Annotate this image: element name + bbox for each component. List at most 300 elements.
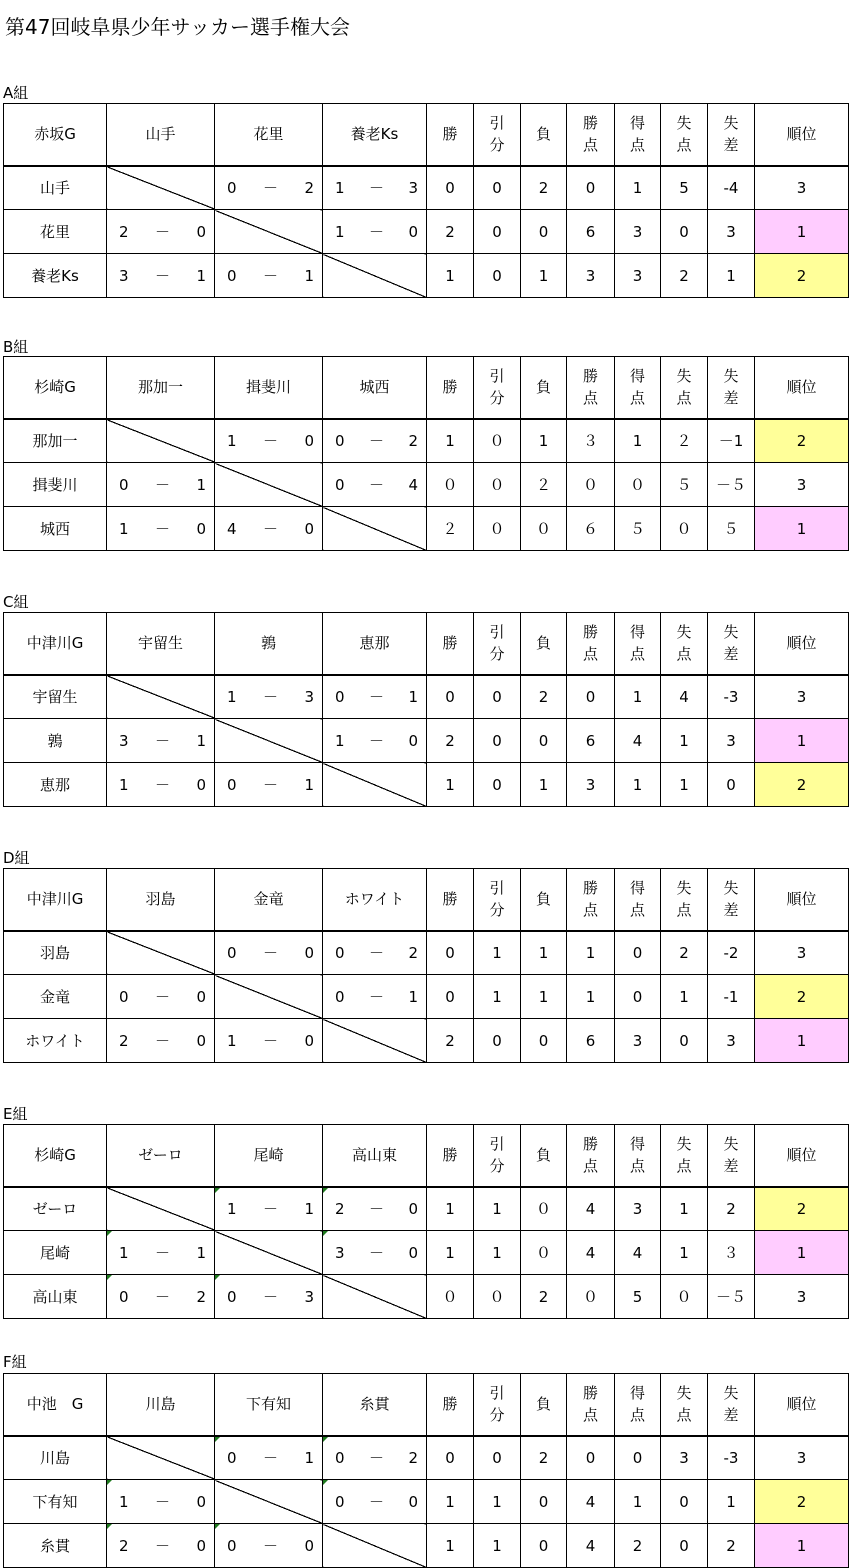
score-wrapper <box>323 475 426 495</box>
header-char: 点 <box>629 901 645 920</box>
score-home: 0 <box>227 943 237 962</box>
header-char: 差 <box>723 389 739 408</box>
header-ga <box>661 104 708 166</box>
stat-pts: 6 <box>567 719 615 763</box>
stat-d: 0 <box>474 210 521 254</box>
score-home: 0 <box>119 475 129 494</box>
group-table <box>3 103 849 298</box>
header-gf <box>615 357 661 419</box>
header-gf <box>615 1125 661 1187</box>
stat-d: 1 <box>474 1524 521 1568</box>
score-wrapper <box>323 943 426 963</box>
stat-ga: 3 <box>661 1436 708 1480</box>
stat-d: 1 <box>474 1187 521 1231</box>
score-wrapper <box>215 1536 322 1556</box>
score-wrapper <box>215 943 322 963</box>
score-away: 0 <box>196 987 206 1006</box>
header-char: 点 <box>676 645 692 664</box>
header-char: 点 <box>582 901 598 920</box>
score-away: 1 <box>304 266 314 285</box>
stat-ga: 0 <box>661 1480 708 1524</box>
diagonal-cell <box>215 1480 323 1524</box>
stat-ga: 1 <box>661 763 708 807</box>
score-home: 0 <box>335 475 345 494</box>
stat-l: ０ <box>521 507 567 551</box>
header-ga <box>661 869 708 931</box>
score-away: 0 <box>196 222 206 241</box>
score-dash: － <box>154 731 170 750</box>
stat-l: ０ <box>521 1187 567 1231</box>
team-name: 宇留生 <box>4 675 107 719</box>
stat-d: ０ <box>474 1275 521 1319</box>
score-wrapper <box>215 687 322 707</box>
header-char: 点 <box>629 1157 645 1176</box>
team-name: 羽島 <box>4 931 107 975</box>
rank-cell: 2 <box>755 1480 849 1524</box>
header-pts <box>567 1374 615 1436</box>
score-away: 1 <box>196 1243 206 1262</box>
header-d <box>474 357 521 419</box>
score-home: 0 <box>335 1448 345 1467</box>
team-name: 山手 <box>4 166 107 210</box>
team-name: 尾崎 <box>4 1231 107 1275</box>
score-home: 3 <box>119 731 129 750</box>
diagonal-cell <box>215 210 323 254</box>
stat-w: 1 <box>427 1187 474 1231</box>
header-char: 点 <box>676 1157 692 1176</box>
team-name: 高山東 <box>4 1275 107 1319</box>
header-char: 分 <box>489 1406 505 1425</box>
score-dash: － <box>262 1448 278 1467</box>
match-score <box>323 931 427 975</box>
team-header: 高山東 <box>323 1125 427 1187</box>
score-wrapper <box>323 987 426 1007</box>
stat-ga: 2 <box>661 254 708 298</box>
header-gd <box>708 357 755 419</box>
stat-gd: 3 <box>708 210 755 254</box>
rank-cell: 2 <box>755 975 849 1019</box>
diagonal-cell <box>323 1019 427 1063</box>
score-away: 0 <box>196 1536 206 1555</box>
stat-gf: 3 <box>615 1187 661 1231</box>
stat-ga: 0 <box>661 1019 708 1063</box>
stat-ga: 1 <box>661 975 708 1019</box>
stat-l: 2 <box>521 1275 567 1319</box>
score-wrapper <box>107 1243 214 1263</box>
team-name: 養老Ks <box>4 254 107 298</box>
stat-ga: 1 <box>661 1231 708 1275</box>
stat-gd: －1 <box>708 419 755 463</box>
score-dash: － <box>154 1031 170 1050</box>
stat-ga: ２ <box>661 419 708 463</box>
stat-gd: ５ <box>708 507 755 551</box>
team-header: 鶉 <box>215 613 323 675</box>
header-rank: 順位 <box>755 357 849 419</box>
team-header: 川島 <box>107 1374 215 1436</box>
header-w: 勝 <box>427 869 474 931</box>
team-header: 花里 <box>215 104 323 166</box>
header-char: 失 <box>676 623 692 642</box>
header-char: 分 <box>489 1157 505 1176</box>
stat-ga: 5 <box>661 166 708 210</box>
team-name: 鶉 <box>4 719 107 763</box>
team-header: 尾崎 <box>215 1125 323 1187</box>
header-w: 勝 <box>427 613 474 675</box>
match-score <box>323 1480 427 1524</box>
score-away: 1 <box>408 987 418 1006</box>
stat-l: 1 <box>521 419 567 463</box>
score-home: 2 <box>119 1536 129 1555</box>
header-char: 分 <box>489 389 505 408</box>
score-home: 0 <box>227 178 237 197</box>
stat-gd: -4 <box>708 166 755 210</box>
stat-w: 1 <box>427 1524 474 1568</box>
stat-gd: 2 <box>708 1187 755 1231</box>
score-dash: － <box>368 178 384 197</box>
header-rank: 順位 <box>755 1374 849 1436</box>
score-dash: － <box>154 775 170 794</box>
score-dash: － <box>368 687 384 706</box>
team-header: 揖斐川 <box>215 357 323 419</box>
match-score <box>107 975 215 1019</box>
group-table <box>3 356 849 551</box>
header-char: 点 <box>676 901 692 920</box>
stat-gd: －５ <box>708 463 755 507</box>
rank-cell: 1 <box>755 1019 849 1063</box>
stat-pts: ３ <box>567 419 615 463</box>
header-d <box>474 104 521 166</box>
score-home: 1 <box>335 222 345 241</box>
match-score <box>215 1187 323 1231</box>
stat-d: 0 <box>474 1019 521 1063</box>
score-away: 1 <box>408 687 418 706</box>
team-name: 城西 <box>4 507 107 551</box>
group-label: E組 <box>3 1105 28 1123</box>
match-score <box>323 1436 427 1480</box>
score-wrapper <box>215 519 322 539</box>
diagonal-cell <box>323 254 427 298</box>
header-char: 得 <box>629 879 645 898</box>
score-wrapper <box>107 1536 214 1556</box>
match-score <box>107 1231 215 1275</box>
stat-d: 1 <box>474 931 521 975</box>
group-table <box>3 868 849 1063</box>
rank-cell: 3 <box>755 1436 849 1480</box>
stat-pts: ０ <box>567 1275 615 1319</box>
header-gd <box>708 1125 755 1187</box>
score-home: 1 <box>227 431 237 450</box>
stat-ga: ０ <box>661 1275 708 1319</box>
stat-pts: 0 <box>567 166 615 210</box>
stat-d: 1 <box>474 975 521 1019</box>
header-char: 勝 <box>582 623 598 642</box>
score-wrapper <box>215 178 322 198</box>
team-name: ホワイト <box>4 1019 107 1063</box>
header-rank: 順位 <box>755 1125 849 1187</box>
header-gf <box>615 613 661 675</box>
header-char: 勝 <box>582 1135 598 1154</box>
header-gd <box>708 869 755 931</box>
stat-d: 0 <box>474 719 521 763</box>
stat-gf: 3 <box>615 1019 661 1063</box>
score-home: 1 <box>119 775 129 794</box>
score-wrapper <box>323 178 426 198</box>
stat-gf: 0 <box>615 975 661 1019</box>
stat-gf: 5 <box>615 1275 661 1319</box>
team-name: 金竜 <box>4 975 107 1019</box>
header-gf <box>615 104 661 166</box>
match-score <box>107 1480 215 1524</box>
stat-gf: 4 <box>615 719 661 763</box>
header-char: 失 <box>723 1384 739 1403</box>
score-wrapper <box>323 1448 426 1468</box>
team-name: 那加一 <box>4 419 107 463</box>
header-char: 引 <box>489 879 505 898</box>
team-header: 金竜 <box>215 869 323 931</box>
stat-w: ０ <box>427 463 474 507</box>
stat-ga: 1 <box>661 1187 708 1231</box>
stat-gd: 1 <box>708 1480 755 1524</box>
stat-pts: 1 <box>567 931 615 975</box>
score-wrapper <box>215 431 322 451</box>
header-char: 失 <box>676 367 692 386</box>
match-score <box>107 1524 215 1568</box>
score-home: 2 <box>119 222 129 241</box>
score-dash: － <box>262 687 278 706</box>
match-score <box>215 419 323 463</box>
header-char: 分 <box>489 136 505 155</box>
score-wrapper <box>107 1287 214 1307</box>
score-away: 0 <box>408 1199 418 1218</box>
stat-ga: 4 <box>661 675 708 719</box>
header-char: 失 <box>723 1135 739 1154</box>
score-away: 0 <box>196 775 206 794</box>
header-l: 負 <box>521 104 567 166</box>
stat-pts: 4 <box>567 1524 615 1568</box>
stat-w: 2 <box>427 719 474 763</box>
score-home: 0 <box>335 1492 345 1511</box>
header-gd <box>708 613 755 675</box>
score-dash: － <box>262 431 278 450</box>
header-char: 引 <box>489 367 505 386</box>
team-header: 恵那 <box>323 613 427 675</box>
score-away: 0 <box>196 1031 206 1050</box>
score-home: 3 <box>335 1243 345 1262</box>
stat-gf: 1 <box>615 763 661 807</box>
header-char: 点 <box>629 389 645 408</box>
stat-d: ０ <box>474 463 521 507</box>
header-char: 差 <box>723 136 739 155</box>
score-home: 0 <box>335 431 345 450</box>
stat-w: 2 <box>427 1019 474 1063</box>
score-wrapper <box>107 775 214 795</box>
diagonal-cell <box>107 1436 215 1480</box>
header-rank: 順位 <box>755 869 849 931</box>
stat-gd: -3 <box>708 1436 755 1480</box>
score-wrapper <box>323 1492 426 1512</box>
stat-gf: ０ <box>615 463 661 507</box>
match-score <box>107 1275 215 1319</box>
stat-w: 0 <box>427 166 474 210</box>
score-away: 2 <box>408 1448 418 1467</box>
score-wrapper <box>107 987 214 1007</box>
header-char: 失 <box>723 367 739 386</box>
stat-d: 0 <box>474 254 521 298</box>
score-dash: － <box>368 475 384 494</box>
score-home: 0 <box>335 687 345 706</box>
diagonal-cell <box>323 1524 427 1568</box>
group-label: D組 <box>3 849 30 867</box>
score-home: 0 <box>227 266 237 285</box>
team-header: ゼーロ <box>107 1125 215 1187</box>
diagonal-cell <box>323 763 427 807</box>
header-char: 勝 <box>582 367 598 386</box>
rank-cell: 1 <box>755 719 849 763</box>
header-d <box>474 869 521 931</box>
header-l: 負 <box>521 1374 567 1436</box>
match-score <box>323 463 427 507</box>
header-gd <box>708 1374 755 1436</box>
rank-cell: 3 <box>755 931 849 975</box>
header-w: 勝 <box>427 357 474 419</box>
team-name: 糸貫 <box>4 1524 107 1568</box>
header-l: 負 <box>521 357 567 419</box>
score-away: 2 <box>196 1287 206 1306</box>
score-dash: － <box>154 519 170 538</box>
diagonal-cell <box>107 675 215 719</box>
diagonal-cell <box>215 463 323 507</box>
header-l: 負 <box>521 869 567 931</box>
match-score <box>323 419 427 463</box>
score-away: 0 <box>304 1031 314 1050</box>
stat-w: 1 <box>427 1480 474 1524</box>
match-score <box>215 507 323 551</box>
score-home: 2 <box>119 1031 129 1050</box>
stat-l: 0 <box>521 1524 567 1568</box>
header-pts <box>567 869 615 931</box>
header-char: 得 <box>629 367 645 386</box>
match-score <box>215 931 323 975</box>
rank-cell: 3 <box>755 166 849 210</box>
stat-d: 0 <box>474 675 521 719</box>
rank-cell: 2 <box>755 419 849 463</box>
score-home: 0 <box>335 987 345 1006</box>
header-char: 得 <box>629 114 645 133</box>
stat-gf: 1 <box>615 675 661 719</box>
stat-w: 1 <box>427 763 474 807</box>
header-char: 失 <box>676 114 692 133</box>
score-wrapper <box>215 266 322 286</box>
header-char: 点 <box>676 1406 692 1425</box>
score-home: 1 <box>119 1243 129 1262</box>
header-char: 得 <box>629 623 645 642</box>
stat-pts: 0 <box>567 675 615 719</box>
score-wrapper <box>107 266 214 286</box>
score-away: 1 <box>196 475 206 494</box>
rank-cell: 2 <box>755 1187 849 1231</box>
group-label: C組 <box>3 593 29 611</box>
match-score <box>323 166 427 210</box>
header-ga <box>661 1125 708 1187</box>
stat-ga: ０ <box>661 507 708 551</box>
team-header: 羽島 <box>107 869 215 931</box>
venue-cell: 杉崎G <box>4 357 107 419</box>
score-home: 1 <box>227 1199 237 1218</box>
score-away: 0 <box>196 519 206 538</box>
rank-cell: 3 <box>755 463 849 507</box>
score-dash: － <box>368 731 384 750</box>
header-char: 失 <box>723 623 739 642</box>
score-wrapper <box>215 1287 322 1307</box>
score-home: 0 <box>227 1536 237 1555</box>
score-dash: － <box>262 1287 278 1306</box>
diagonal-cell <box>107 166 215 210</box>
stat-d: 0 <box>474 1436 521 1480</box>
score-wrapper <box>107 222 214 242</box>
stat-gd: 3 <box>708 1019 755 1063</box>
score-away: 1 <box>304 1199 314 1218</box>
stat-l: 2 <box>521 166 567 210</box>
group-label: F組 <box>3 1353 27 1371</box>
header-w: 勝 <box>427 104 474 166</box>
rank-cell: 1 <box>755 1524 849 1568</box>
score-away: 1 <box>196 731 206 750</box>
stat-w: 0 <box>427 975 474 1019</box>
header-ga <box>661 1374 708 1436</box>
header-w: 勝 <box>427 1125 474 1187</box>
score-home: 4 <box>227 519 237 538</box>
score-dash: － <box>262 775 278 794</box>
stat-w: 0 <box>427 931 474 975</box>
header-char: 点 <box>582 645 598 664</box>
score-away: 3 <box>304 687 314 706</box>
header-char: 勝 <box>582 879 598 898</box>
team-header: 那加一 <box>107 357 215 419</box>
stat-l: 1 <box>521 254 567 298</box>
rank-cell: 2 <box>755 254 849 298</box>
header-char: 点 <box>676 389 692 408</box>
score-away: 0 <box>408 222 418 241</box>
stat-w: ２ <box>427 507 474 551</box>
group-table <box>3 612 849 807</box>
header-char: 失 <box>723 114 739 133</box>
stat-pts: ６ <box>567 507 615 551</box>
stat-gd: 1 <box>708 254 755 298</box>
score-dash: － <box>262 1536 278 1555</box>
header-char: 差 <box>723 1406 739 1425</box>
match-score <box>323 975 427 1019</box>
stat-l: 2 <box>521 1436 567 1480</box>
score-dash: － <box>262 943 278 962</box>
header-w: 勝 <box>427 1374 474 1436</box>
match-score <box>107 463 215 507</box>
header-gd <box>708 104 755 166</box>
score-home: 0 <box>119 987 129 1006</box>
stat-w: 1 <box>427 254 474 298</box>
match-score <box>323 1231 427 1275</box>
stat-w: 2 <box>427 210 474 254</box>
score-home: 1 <box>335 731 345 750</box>
header-gf <box>615 869 661 931</box>
team-header: 下有知 <box>215 1374 323 1436</box>
team-header: ホワイト <box>323 869 427 931</box>
score-dash: － <box>154 1287 170 1306</box>
stat-d: 1 <box>474 1480 521 1524</box>
stat-pts: 6 <box>567 1019 615 1063</box>
score-away: 1 <box>196 266 206 285</box>
score-wrapper <box>323 222 426 242</box>
score-away: 0 <box>408 1243 418 1262</box>
